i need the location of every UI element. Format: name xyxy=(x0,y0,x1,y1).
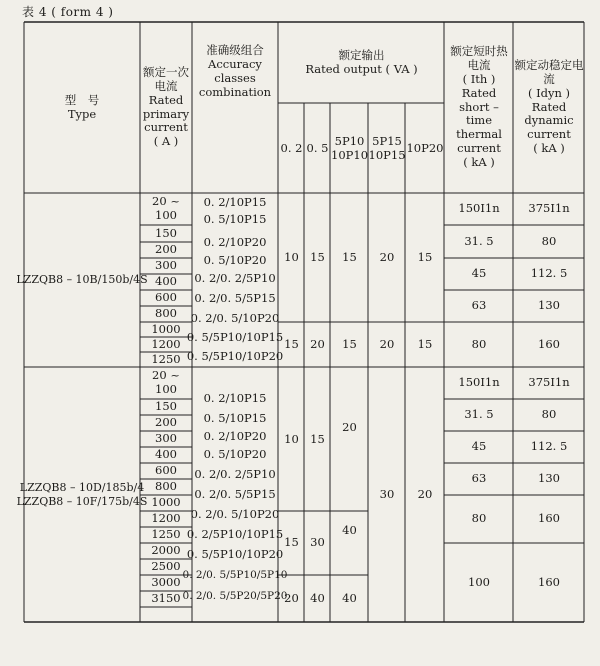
group1-thermal-value: 63 xyxy=(471,298,487,313)
group2-current-row: 150 xyxy=(155,399,177,414)
group2-output-5p10: 20 xyxy=(342,420,357,435)
group1-thermal-value: 45 xyxy=(471,266,487,281)
group1-type: LZZQB8 – 10B/150b/4S xyxy=(16,273,148,287)
header-type-zh: 型 号 xyxy=(64,92,100,107)
group2-output-0-5: 40 xyxy=(310,590,325,605)
group1-dynamic-value: 130 xyxy=(538,298,560,313)
group2-current-row: 1200 xyxy=(151,511,181,526)
group1-dynamic-value: 112. 5 xyxy=(530,266,568,281)
group2-dynamic-value: 130 xyxy=(538,471,560,486)
group2-current-row: 2000 xyxy=(151,543,181,558)
group2-output-0-2: 20 xyxy=(284,590,299,605)
header-accuracy-zh: 准确级组合 xyxy=(206,43,264,58)
group1-output-5p15-b: 20 xyxy=(379,336,395,351)
group2-type-line-2: LZZQB8 – 10F/175b/4S xyxy=(16,494,148,508)
group1-output-0-2-b: 15 xyxy=(284,336,299,351)
group2-accuracy-row: 0. 5/10P20 xyxy=(203,446,267,461)
header-ith-zh: 额定短时热电流 xyxy=(450,44,508,73)
group2-current-row: 800 xyxy=(155,479,177,494)
header-ith-unit: ( kA ) xyxy=(463,154,495,169)
group2-dynamic-value: 375I1n xyxy=(528,375,570,390)
group1-output-10p20-b: 15 xyxy=(417,336,433,351)
header-output-10p20: 10P20 xyxy=(406,140,444,155)
group2-dynamic-value: 112. 5 xyxy=(530,439,568,454)
group1-thermal-value: 31. 5 xyxy=(464,233,494,248)
group1-accuracy-row: 0. 2/0. 2/5P10 xyxy=(194,270,276,285)
group1-accuracy-row: 0. 5/5P10/10P15 xyxy=(186,329,284,344)
header-primary-en: Rated primary current xyxy=(142,92,190,135)
group2-thermal-value: 80 xyxy=(471,511,487,526)
group2-accuracy-row: 0. 5/5P10/10P20 xyxy=(186,546,284,561)
group2-current-row: 300 xyxy=(155,431,177,446)
group1-output-0-2-a: 10 xyxy=(284,250,299,265)
header-idyn-unit: ( kA ) xyxy=(533,140,565,155)
header-type-en: Type xyxy=(67,106,97,121)
group2-accuracy-row: 0. 5/10P15 xyxy=(203,410,267,425)
table-caption: 表 4 ( form 4 ) xyxy=(22,5,114,19)
header-output-en: Rated output ( VA ) xyxy=(305,61,418,76)
group1-accuracy-row: 0. 5/10P20 xyxy=(203,252,267,267)
group2-dynamic-value: 80 xyxy=(541,407,557,422)
group1-output-5p10-a: 15 xyxy=(342,250,357,265)
group2-output-0-5: 30 xyxy=(310,535,325,550)
header-idyn-en-1: ( Idyn ) xyxy=(527,85,571,100)
group1-current-row: 200 xyxy=(155,242,177,257)
header-type xyxy=(24,22,140,193)
header-accuracy-en: Accuracy classes combination xyxy=(198,57,272,99)
group2-accuracy-row: 0. 2/0. 5/5P10/5P10 xyxy=(182,569,288,582)
group2-current-row: 3000 xyxy=(151,575,181,590)
group2-current-row: 20 ~ 100 xyxy=(152,368,180,396)
group2-current-row: 2500 xyxy=(151,559,181,574)
group1-current-row: 1000 xyxy=(151,321,181,336)
group2-output-0-2: 10 xyxy=(284,431,299,446)
group1-accuracy-row: 0. 2/10P20 xyxy=(203,234,267,249)
group2-accuracy-row: 0. 2/0. 5/10P20 xyxy=(190,506,280,521)
group1-current-row: 600 xyxy=(155,290,177,305)
header-accuracy xyxy=(193,22,277,122)
group2-dynamic-value: 160 xyxy=(538,511,560,526)
group2-thermal-value: 31. 5 xyxy=(464,407,494,422)
group2-type xyxy=(16,367,148,622)
group1-accuracy-row: 0. 5/5P10/10P20 xyxy=(186,348,284,363)
group2-thermal-value: 63 xyxy=(471,471,487,486)
group1-output-10p20-a: 15 xyxy=(417,250,433,265)
group2-output-0-2: 15 xyxy=(284,535,299,550)
header-primary-zh: 额定一次电流 xyxy=(143,65,189,93)
group2-accuracy-row: 0. 2/0. 5/5P20/5P20 xyxy=(182,590,288,603)
group2-current-row: 600 xyxy=(155,463,177,478)
group2-current-row: 400 xyxy=(155,447,177,462)
group1-current-row: 300 xyxy=(155,258,177,273)
group1-dynamic-value: 160 xyxy=(538,336,560,351)
group1-output-5p15-a: 20 xyxy=(379,250,395,265)
group1-current-row: 800 xyxy=(155,306,177,321)
group1-thermal-value: 150I1n xyxy=(458,201,500,216)
group2-output-0-5: 15 xyxy=(310,431,325,446)
group2-accuracy-row: 0. 2/10P15 xyxy=(203,390,267,405)
header-rated-output xyxy=(279,22,444,103)
group1-accuracy-row: 0. 2/0. 5/5P15 xyxy=(194,290,276,305)
group1-output-0-5-a: 15 xyxy=(310,250,325,265)
group1-current-row: 20 ~ 100 xyxy=(152,194,180,222)
header-dynamic-current xyxy=(514,22,584,193)
header-output-0-5: 0. 5 xyxy=(306,140,329,155)
group1-accuracy-row: 0. 2/0. 5/10P20 xyxy=(190,310,280,325)
group2-output-5p10: 40 xyxy=(342,590,357,605)
header-idyn-en-2: Rated dynamic current xyxy=(524,99,574,142)
group2-accuracy-row: 0. 2/10P20 xyxy=(203,428,267,443)
group2-thermal-value: 45 xyxy=(471,439,487,454)
header-idyn-zh: 额定动稳定电流 xyxy=(514,58,584,86)
group1-output-0-5-b: 20 xyxy=(310,336,325,351)
group2-thermal-value: 150I1n xyxy=(458,375,500,390)
group2-accuracy-row: 0. 2/0. 2/5P10 xyxy=(194,466,276,481)
group1-accuracy-row: 0. 2/10P15 xyxy=(203,194,267,209)
group2-dynamic-value: 160 xyxy=(538,574,560,589)
group2-type-line-1: LZZQB8 – 10D/185b/4 xyxy=(19,481,145,495)
group1-dynamic-value: 80 xyxy=(541,233,557,248)
group2-current-row: 1000 xyxy=(151,495,181,510)
header-output-0-2: 0. 2 xyxy=(280,140,303,155)
group1-thermal-value: 80 xyxy=(471,336,487,351)
header-primary-current xyxy=(141,22,191,193)
header-output-5p10: 5P10 10P10 xyxy=(331,133,369,162)
group1-current-row: 400 xyxy=(155,274,177,289)
group2-current-row: 3150 xyxy=(151,591,181,606)
group1-current-row: 1200 xyxy=(151,336,181,351)
group2-current-row: 200 xyxy=(155,415,177,430)
header-ith-en-1: ( Ith ) xyxy=(462,72,496,86)
group2-current-row: 1250 xyxy=(151,527,181,542)
header-output-5p15: 5P15 10P15 xyxy=(368,133,406,162)
group2-output-5p10: 40 xyxy=(342,523,357,538)
header-output-zh: 额定输出 xyxy=(338,47,385,62)
group1-dynamic-value: 375I1n xyxy=(528,201,570,216)
group2-accuracy-row: 0. 2/5P10/10P15 xyxy=(186,526,284,541)
header-thermal-current xyxy=(445,22,513,193)
group1-accuracy-row: 0. 5/10P15 xyxy=(203,211,267,226)
group2-output-5p15: 30 xyxy=(379,487,395,502)
group1-current-row: 1250 xyxy=(151,351,181,366)
group1-output-5p10-b: 15 xyxy=(342,336,357,351)
group1-current-row: 150 xyxy=(155,225,177,240)
header-ith-en-2: Rated short – time thermal current xyxy=(456,85,502,155)
group2-output-10p20: 20 xyxy=(417,487,433,502)
group2-accuracy-row: 0. 2/0. 5/5P15 xyxy=(194,486,276,501)
group2-thermal-value: 100 xyxy=(468,574,490,589)
header-primary-unit: ( A ) xyxy=(153,134,179,149)
